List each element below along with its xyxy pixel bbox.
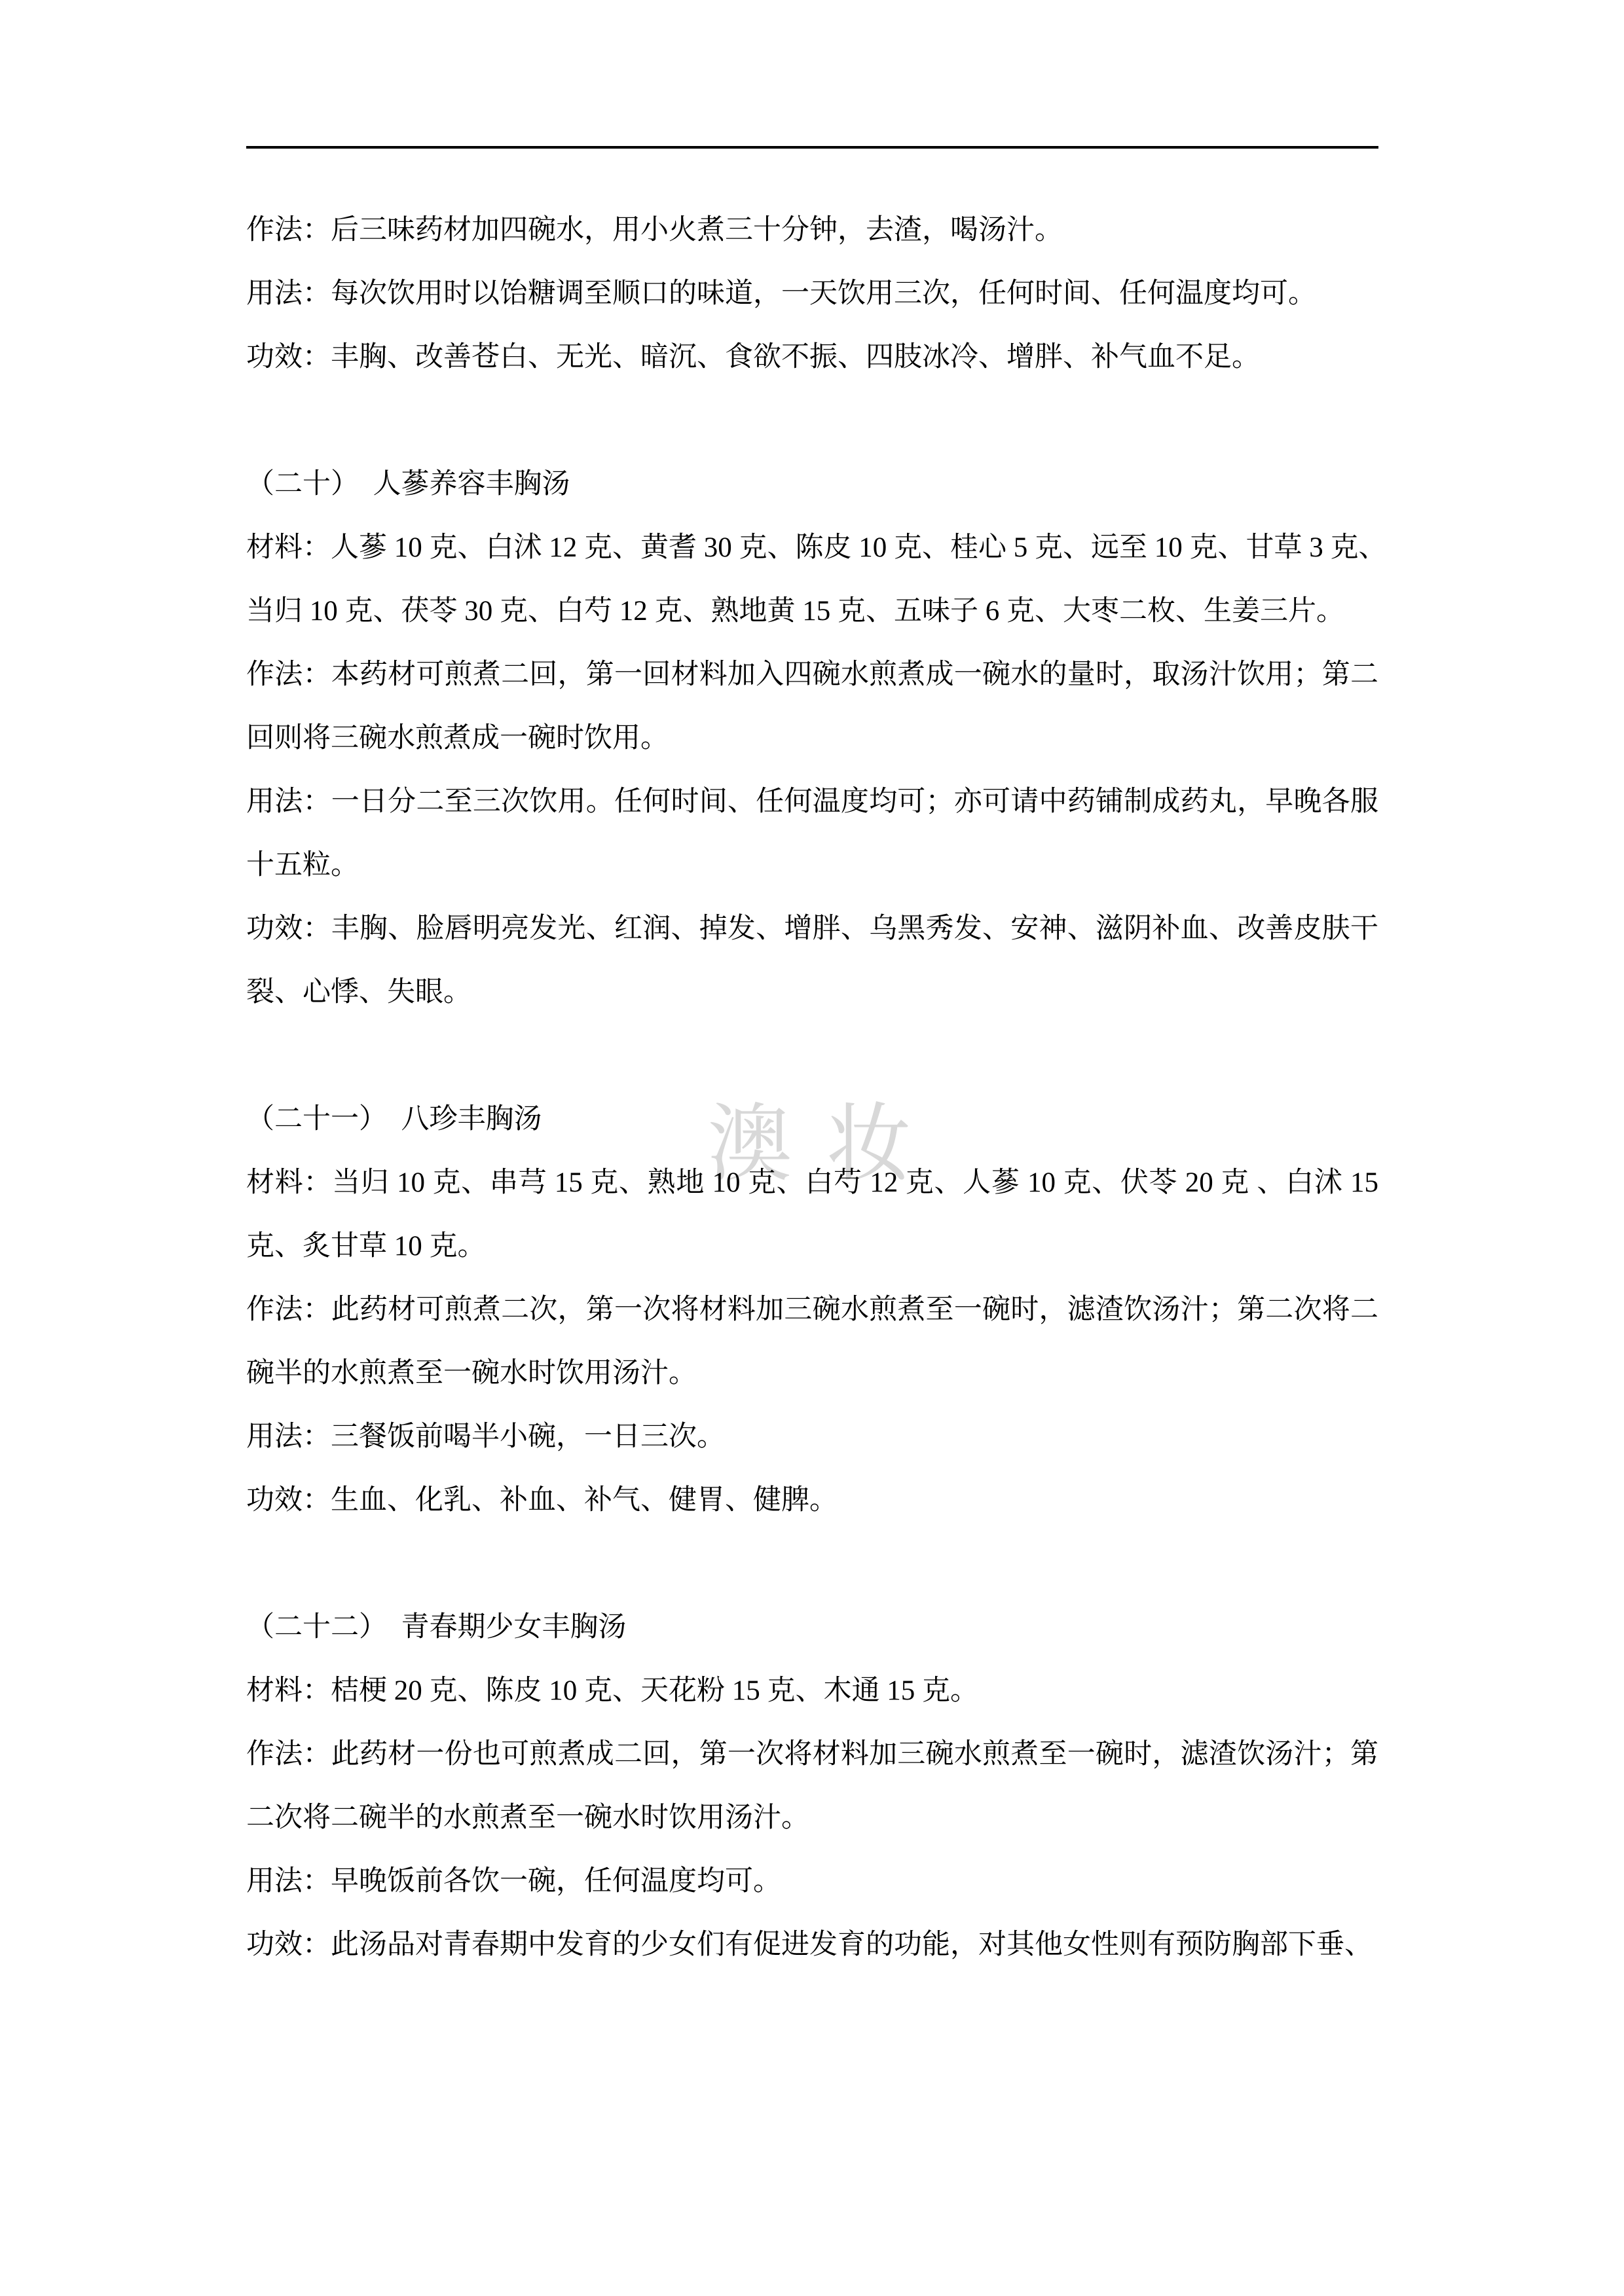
doc-line: 功效：此汤品对青春期中发育的少女们有促进发育的功能，对其他女性则有预防胸部下垂、	[246, 1929, 1373, 1960]
doc-line: 作法：本药材可煎煮二回，第一回材料加入四碗水煎煮成一碗水的量时，取汤汁饮用；第二	[246, 659, 1378, 690]
doc-line: 材料：人蔘 10 克、白沭 12 克、黄耆 30 克、陈皮 10 克、桂心 5 克、远至 10 克、甘草 3 克、	[246, 532, 1387, 563]
doc-line: 裂、心悸、失眼。	[246, 977, 471, 1008]
doc-line: 作法：此药材一份也可煎煮成二回，第一次将材料加三碗水煎煮至一碗时，滤渣饮汤汁；第	[246, 1739, 1378, 1770]
doc-line: 用法：三餐饭前喝半小碗，一日三次。	[246, 1421, 725, 1452]
section-heading: （二十一） 八珍丰胸汤	[246, 1104, 542, 1135]
section-heading: （二十） 人蔘养容丰胸汤	[246, 469, 570, 500]
doc-line: 材料：当归 10 克、串芎 15 克、熟地 10 克、白芍 12 克、人蔘 10 克、伏苓 20 克 、白沭 15	[246, 1167, 1378, 1198]
header-rule	[246, 146, 1378, 149]
watermark: 澳妆	[707, 1096, 946, 1192]
doc-line: 十五粒。	[246, 850, 359, 881]
doc-line: 碗半的水煎煮至一碗水时饮用汤汁。	[246, 1358, 697, 1389]
doc-line: 用法：每次饮用时以饴糖调至顺口的味道，一天饮用三次，任何时间、任何温度均可。	[246, 278, 1316, 309]
doc-line: 当归 10 克、茯苓 30 克、白芍 12 克、熟地黄 15 克、五味子 6 克、大枣二枚、生姜三片。	[246, 596, 1344, 627]
doc-line: 用法：一日分二至三次饮用。任何时间、任何温度均可；亦可请中药铺制成药丸，早晚各服	[246, 786, 1378, 817]
doc-line: 作法：此药材可煎煮二次，第一次将材料加三碗水煎煮至一碗时，滤渣饮汤汁；第二次将二	[246, 1294, 1378, 1325]
doc-line: 材料：桔梗 20 克、陈皮 10 克、天花粉 15 克、木通 15 克。	[246, 1675, 978, 1706]
doc-line: 功效：生血、化乳、补血、补气、健胃、健脾。	[246, 1485, 838, 1516]
doc-line: 功效：丰胸、脸唇明亮发光、红润、掉发、增胖、乌黑秀发、安神、滋阴补血、改善皮肤干	[246, 913, 1378, 944]
doc-line: 克、炙甘草 10 克。	[246, 1231, 486, 1262]
doc-line: 作法：后三味药材加四碗水，用小火煮三十分钟，去渣，喝汤汁。	[246, 215, 1063, 246]
doc-line: 回则将三碗水煎煮成一碗时饮用。	[246, 723, 669, 754]
doc-line: 二次将二碗半的水煎煮至一碗水时饮用汤汁。	[246, 1802, 809, 1833]
doc-line: 用法：早晚饭前各饮一碗，任何温度均可。	[246, 1866, 781, 1897]
section-heading: （二十二） 青春期少女丰胸汤	[246, 1612, 627, 1643]
document-body	[246, 198, 1387, 1977]
doc-line: 功效：丰胸、改善苍白、无光、暗沉、食欲不振、四肢冰冷、增胖、补气血不足。	[246, 342, 1260, 373]
